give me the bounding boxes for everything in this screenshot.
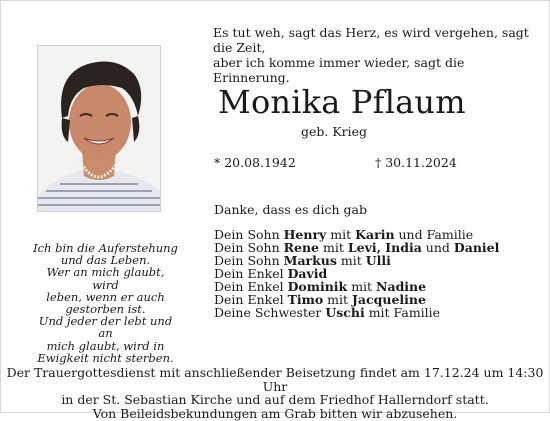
- family-member: Dein Enkel Dominik mit Nadine: [214, 279, 427, 294]
- verse-line: mich glaubt, wird in: [46, 338, 165, 353]
- opening-quote: [213, 25, 543, 85]
- verse-line: und das Leben.: [60, 253, 151, 268]
- service-notice: [0, 366, 550, 420]
- maiden-name: geb. Krieg: [301, 124, 368, 139]
- verse-line: gestorben ist.: [65, 302, 146, 317]
- deceased-name: Monika Pflaum: [218, 83, 466, 121]
- quote-line-1: Es tut weh, sagt das Herz, es wird vergehen, sagt die Zeit,: [213, 25, 529, 55]
- verse-line: Wer an mich glaubt, wird: [46, 265, 165, 292]
- portrait-photo: [37, 45, 161, 212]
- verse-line: Ewigkeit nicht sterben.: [37, 350, 174, 365]
- service-line-2: in der St. Sebastian Kirche und auf dem Friedhof Hallerndorf statt.: [61, 392, 489, 407]
- family-list: [214, 228, 534, 319]
- quote-line-2: aber ich komme immer wieder, sagt die Erinnerung.: [213, 55, 465, 85]
- verse-line: leben, wenn er auch: [46, 289, 165, 304]
- verse-line: Und jeder der lebt und an: [38, 314, 173, 341]
- verse-line: Ich bin die Auferstehung: [33, 241, 178, 255]
- family-member: Dein Sohn Henry mit Karin und Familie: [214, 227, 474, 242]
- thanks-line: Danke, dass es dich gab: [214, 202, 367, 217]
- portrait-illustration: [38, 46, 160, 211]
- family-member: Dein Sohn Rene mit Levi, India und Daniel: [214, 240, 500, 255]
- family-member: Dein Enkel David: [214, 266, 328, 281]
- service-line-3: Von Beileidsbekundungen am Grab bitten wir abzusehen.: [92, 405, 458, 421]
- family-member: Dein Sohn Markus mit Ulli: [214, 253, 391, 268]
- bible-verse: [33, 242, 178, 364]
- service-line-1: Der Trauergottesdienst mit anschließender Beisetzung findet am 17.12.24 um 14:30 Uhr: [6, 365, 544, 394]
- family-member: Dein Enkel Timo mit Jacqueline: [214, 292, 426, 307]
- family-member: Deine Schwester Uschi mit Familie: [214, 305, 441, 320]
- death-date: † 30.11.2024: [375, 155, 457, 170]
- birth-date: * 20.08.1942: [214, 155, 296, 170]
